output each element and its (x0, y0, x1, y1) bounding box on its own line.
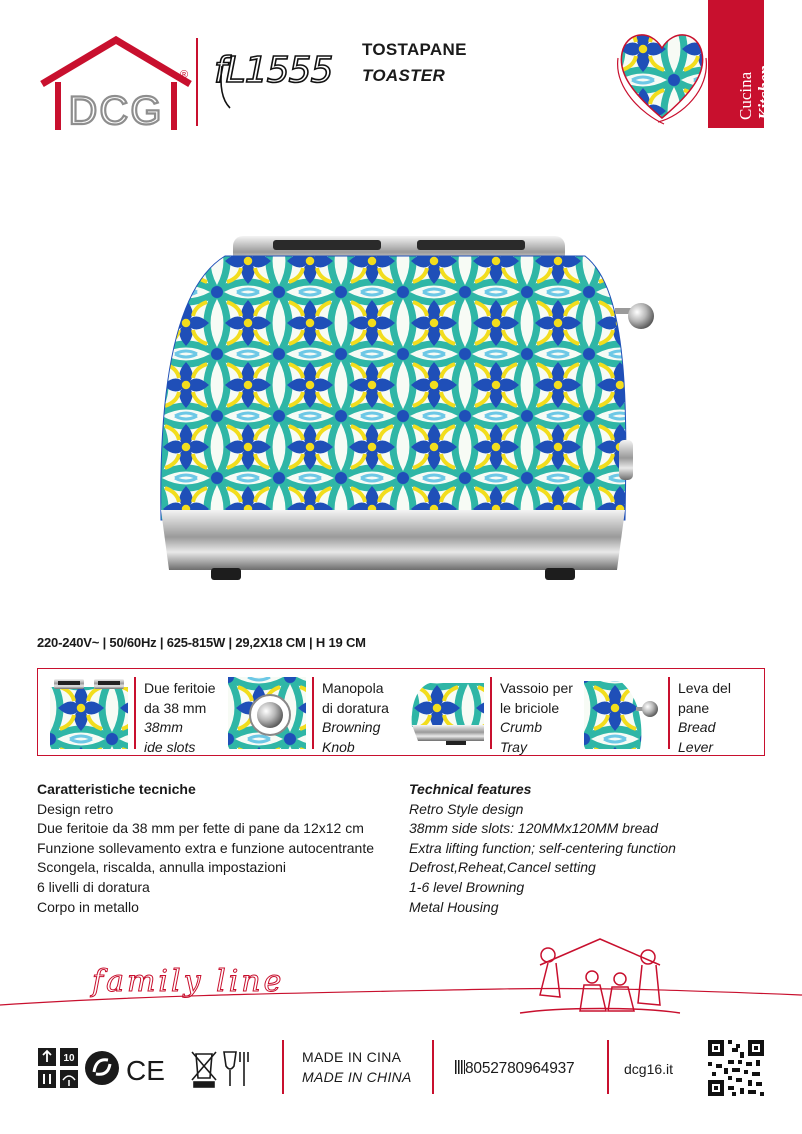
compliance-icons (36, 1042, 276, 1092)
keep-dry-icon (60, 1070, 78, 1088)
weee-bin-icon (192, 1052, 216, 1087)
toaster-product-image (155, 230, 665, 590)
feature-label-en-1: Crumb (500, 719, 543, 735)
tab-label-it: Cucina (736, 71, 755, 120)
feature-knob (216, 669, 398, 755)
feature-label (500, 679, 573, 757)
feature-crumb-tray (394, 669, 576, 755)
qr-code-icon[interactable] (708, 1040, 764, 1096)
feature-label-en-2: ide slots (144, 738, 196, 755)
tech-features-en (409, 780, 676, 917)
feature-strip (37, 668, 765, 756)
barcode-number: 8052780964937 (465, 1060, 575, 1077)
feature-divider (490, 677, 492, 749)
feature-label-it-1: Leva del (678, 680, 731, 696)
crumb-tray-thumbnail (406, 677, 484, 749)
barcode (455, 1060, 574, 1078)
header-divider (196, 38, 198, 126)
feature-label-en-1: Bread (678, 719, 716, 735)
feature-label-en-2: Knob (322, 738, 355, 755)
tech-item-en: Extra lifting function; self-centering function (409, 839, 676, 856)
tab-label-en: Kitchen (755, 65, 774, 120)
model-text: fL1555 (214, 50, 333, 91)
family-line-banner (0, 935, 802, 1030)
fragile-icon (38, 1070, 56, 1088)
feature-slots (38, 669, 220, 755)
feature-label (322, 679, 389, 757)
product-title-en: TOASTER (362, 66, 446, 85)
footer-divider (282, 1040, 284, 1094)
stack-limit-icon (60, 1048, 78, 1066)
feature-label (678, 679, 731, 757)
kitchen-category-tab (708, 0, 774, 128)
dcg-logo (38, 34, 194, 134)
feature-label-it-2: di doratura (322, 699, 389, 716)
ce-mark-icon: CE (126, 1055, 165, 1086)
barcode-icon (455, 1060, 465, 1074)
footer-divider (607, 1040, 609, 1094)
feature-label-en-2: Tray (500, 738, 527, 755)
tech-features-it (37, 780, 374, 917)
feature-divider (668, 677, 670, 749)
knob-thumbnail (228, 677, 306, 749)
feature-label-en-1: 38mm (144, 719, 183, 735)
tech-item-it: Funzione sollevamento extra e funzione autocentrante (37, 839, 374, 856)
made-in-en: MADE IN CHINA (302, 1069, 412, 1085)
bread-lever-thumbnail (584, 677, 662, 749)
made-in-it: MADE IN CINA (302, 1049, 402, 1065)
feature-label-en-1: Browning (322, 719, 381, 735)
registered-mark: ® (180, 69, 189, 81)
tech-item-en: 1-6 level Browning (409, 878, 525, 895)
tech-item-it: Design retro (37, 800, 114, 817)
model-signature (212, 36, 362, 116)
feature-label-it-2: da 38 mm (144, 699, 207, 716)
feature-label-en-2: Lever (678, 738, 714, 755)
family-illustration-icon (520, 939, 680, 1013)
slots-thumbnail (50, 677, 128, 749)
tech-item-en: Metal Housing (409, 898, 499, 915)
pack-count: 10 (63, 1053, 75, 1064)
tech-item-en: Defrost,Reheat,Cancel setting (409, 859, 596, 876)
feature-label-it-1: Due feritoie (144, 680, 216, 696)
tech-item-en: 38mm side slots: 120MMx120MM bread (409, 820, 658, 837)
tech-item-it: Scongela, riscalda, annulla impostazioni (37, 859, 287, 876)
electrical-specs: 220-240V~ | 50/60Hz | 625-815W | 29,2X18 CM | H 19 CM (37, 635, 366, 650)
footer-divider (432, 1040, 434, 1094)
tech-item-it: Due feritoie da 38 mm per fette di pane da 12x12 cm (37, 820, 364, 837)
tech-item-it: Corpo in metallo (37, 898, 139, 915)
feature-label-it-1: Vassoio per (500, 680, 573, 696)
website-link[interactable]: dcg16.it (624, 1061, 674, 1077)
feature-divider (312, 677, 314, 749)
tech-item-en: Retro Style design (409, 800, 524, 817)
recycle-icon (85, 1051, 119, 1085)
heart-tile-icon (612, 18, 712, 128)
feature-bread-lever (572, 669, 762, 755)
feature-label-it-2: pane (678, 699, 710, 716)
feature-label-it-2: le briciole (500, 699, 560, 716)
tech-item-it: 6 livelli di doratura (37, 878, 150, 895)
this-way-up-icon (38, 1048, 56, 1066)
brand-text: DCG (68, 89, 164, 133)
family-line-text: family line (92, 964, 285, 999)
tech-heading-en: Technical features (409, 781, 532, 797)
feature-label (144, 679, 216, 757)
feature-label-it-1: Manopola (322, 680, 384, 696)
product-title-it: TOSTAPANE (362, 40, 467, 59)
food-safe-icon (224, 1052, 248, 1086)
feature-divider (134, 677, 136, 749)
tech-heading-it: Caratteristiche tecniche (37, 781, 196, 797)
